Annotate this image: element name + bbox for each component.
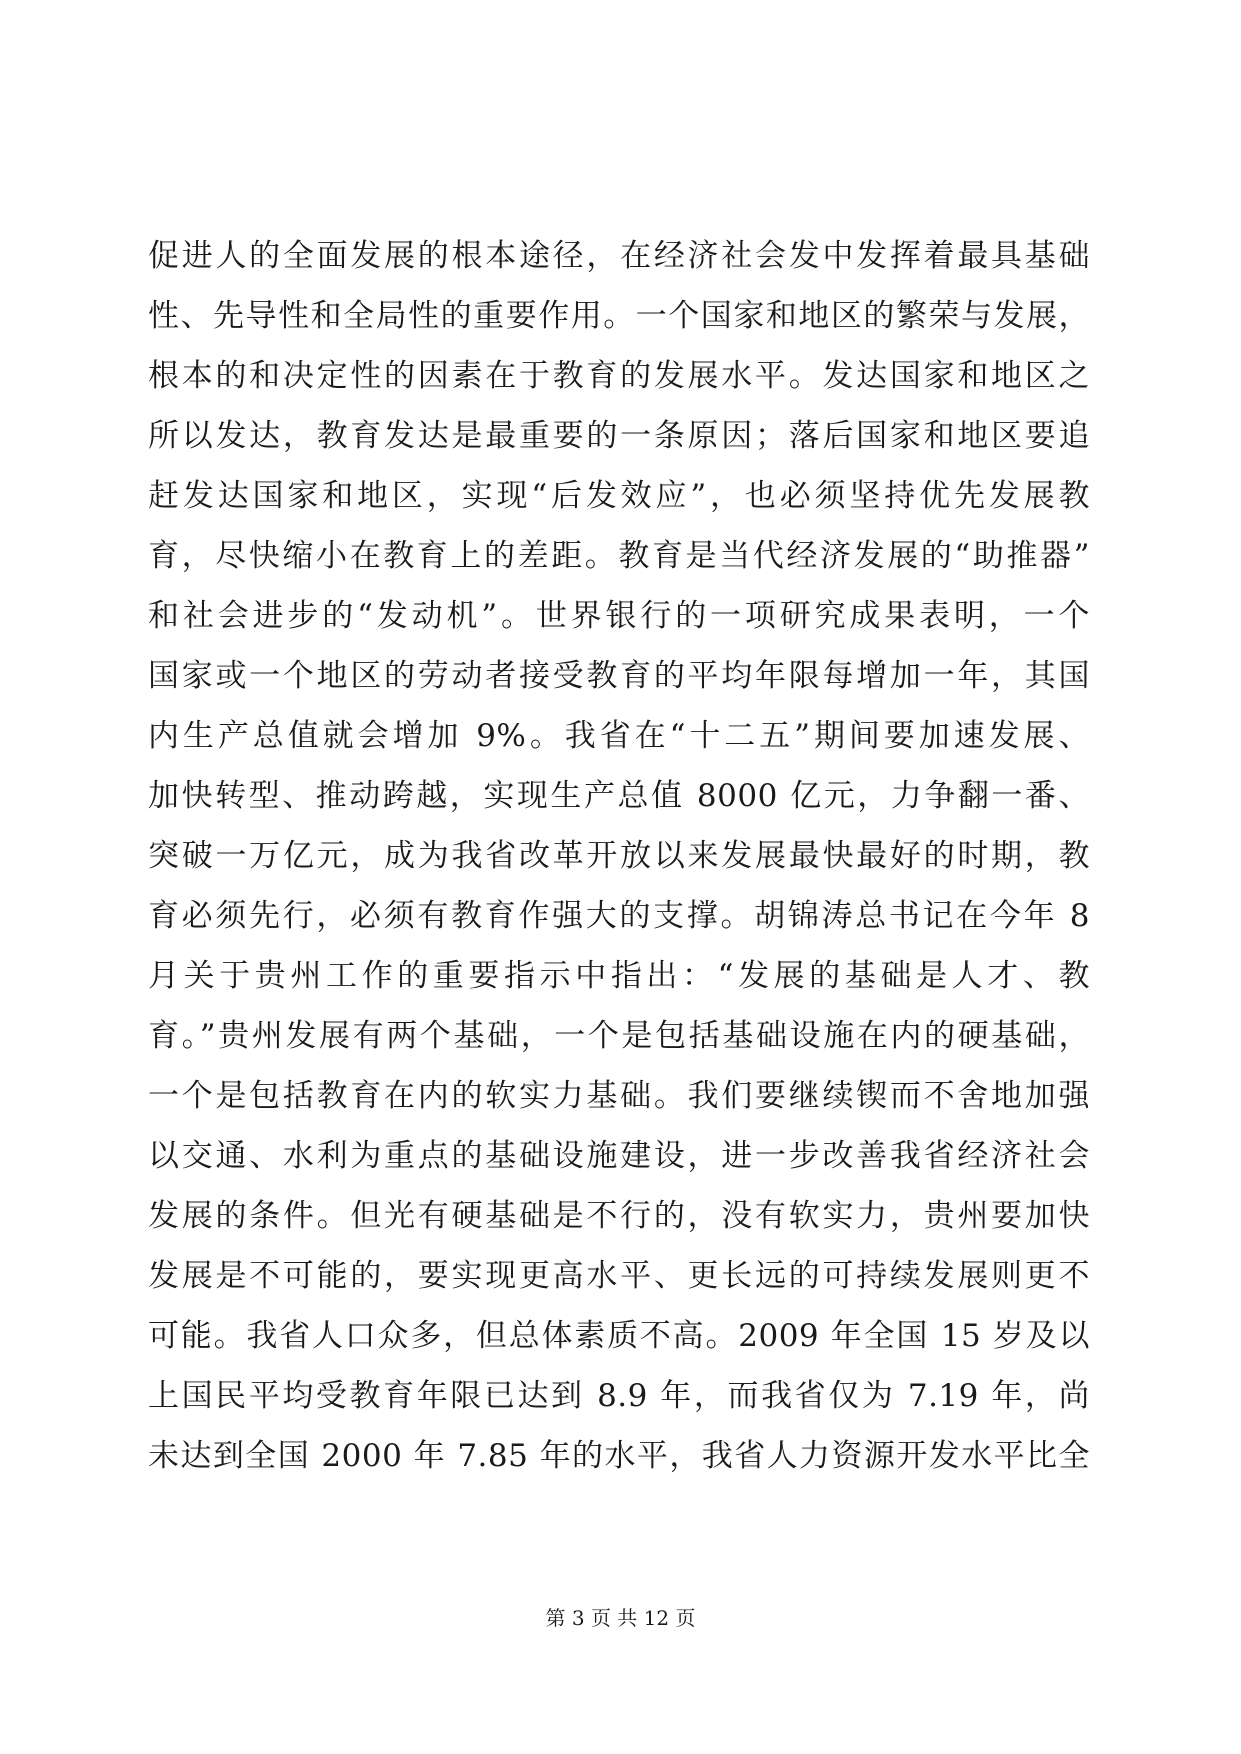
text-line: 内生产总值就会增加 9%。我省在“十二五”期间要加速发展、 <box>148 718 1090 754</box>
text-line: 根本的和决定性的因素在于教育的发展水平。发达国家和地区之 <box>148 358 1090 394</box>
page-number-footer: 第 3 页 共 12 页 <box>545 1606 696 1630</box>
text-line: 上国民平均受教育年限已达到 8.9 年，而我省仅为 7.19 年，尚 <box>148 1378 1090 1414</box>
text-line: 可能。我省人口众多，但总体素质不高。2009 年全国 15 岁及以 <box>148 1318 1090 1354</box>
text-line: 突破一万亿元，成为我省改革开放以来发展最快最好的时期，教 <box>148 838 1090 874</box>
text-line: 发展是不可能的，要实现更高水平、更长远的可持续发展则更不 <box>148 1258 1090 1294</box>
text-line: 发展的条件。但光有硬基础是不行的，没有软实力，贵州要加快 <box>148 1198 1090 1234</box>
text-line: 未达到全国 2000 年 7.85 年的水平，我省人力资源开发水平比全 <box>148 1438 1090 1474</box>
text-line: 以交通、水利为重点的基础设施建设，进一步改善我省经济社会 <box>148 1138 1090 1174</box>
text-line: 性、先导性和全局性的重要作用。一个国家和地区的繁荣与发展， <box>148 298 1090 334</box>
text-line: 育。”贵州发展有两个基础，一个是包括基础设施在内的硬基础， <box>148 1018 1090 1054</box>
text-line: 促进人的全面发展的根本途径，在经济社会发中发挥着最具基础 <box>148 238 1090 274</box>
text-line: 所以发达，教育发达是最重要的一条原因；落后国家和地区要追 <box>148 418 1090 454</box>
text-line: 和社会进步的“发动机”。世界银行的一项研究成果表明，一个 <box>148 598 1090 634</box>
text-line: 一个是包括教育在内的软实力基础。我们要继续锲而不舍地加强 <box>148 1078 1090 1114</box>
text-line: 加快转型、推动跨越，实现生产总值 8000 亿元，力争翻一番、 <box>148 778 1090 814</box>
text-line: 育必须先行，必须有教育作强大的支撑。胡锦涛总书记在今年 8 <box>148 898 1090 934</box>
text-line: 育，尽快缩小在教育上的差距。教育是当代经济发展的“助推器” <box>148 538 1090 574</box>
text-line: 月关于贵州工作的重要指示中指出：“发展的基础是人才、教 <box>148 958 1090 994</box>
text-line: 赶发达国家和地区，实现“后发效应”，也必须坚持优先发展教 <box>148 478 1090 514</box>
body-text <box>148 226 1090 1486</box>
text-line: 国家或一个地区的劳动者接受教育的平均年限每增加一年，其国 <box>148 658 1090 694</box>
